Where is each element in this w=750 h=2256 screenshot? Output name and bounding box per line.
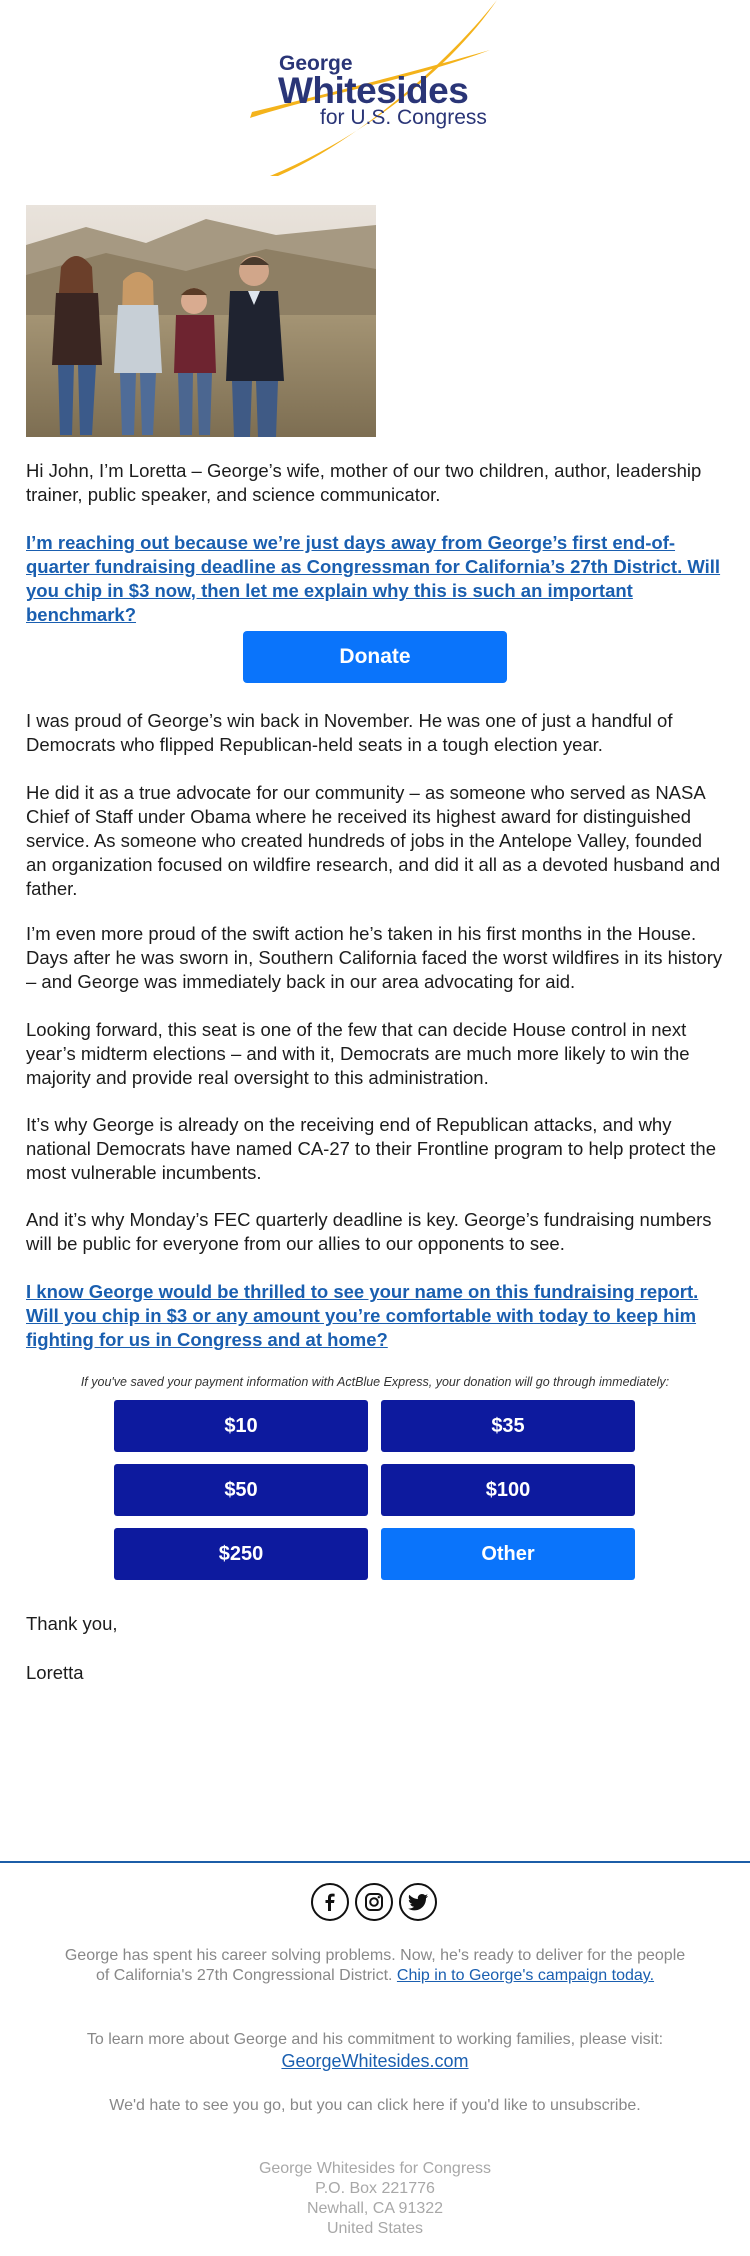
footer-learn-more: To learn more about George and his commitment to working families, please visit:: [86, 2031, 664, 2048]
intro-paragraph: Hi John, I’m Loretta – George’s wife, mother of our two children, author, leadership trainer, public speaker, and science communicator.: [26, 460, 702, 505]
signature: Loretta: [26, 1662, 84, 1683]
footer-blurb: [60, 1946, 690, 1986]
logo-line-george: George: [279, 52, 353, 75]
body-paragraph: Looking forward, this seat is one of the few that can decide House control in next year’s midterm elections – and with it, Democrats are much more likely to win the majority and provide real oversight to this administration.: [26, 1019, 690, 1088]
footer-divider: [0, 1861, 750, 1863]
donate-button[interactable]: Donate: [243, 631, 507, 683]
instagram-icon[interactable]: [355, 1883, 393, 1921]
campaign-logo[interactable]: [240, 0, 510, 180]
unsubscribe-link[interactable]: We'd hate to see you go, but you can click here if you'd like to unsubscribe.: [109, 2097, 641, 2114]
donate-250-button[interactable]: $250: [114, 1528, 368, 1580]
donate-other-button[interactable]: Other: [381, 1528, 635, 1580]
address-line: P.O. Box 221776: [315, 2180, 435, 2197]
footer-chip-in-link[interactable]: Chip in to George's campaign today.: [396, 1967, 655, 1984]
facebook-icon[interactable]: [311, 1883, 349, 1921]
body-paragraph: I was proud of George’s win back in November. He was one of just a handful of Democrats who flipped Republican-held seats in a tough election year.: [26, 710, 673, 755]
donate-10-button[interactable]: $10: [114, 1400, 368, 1452]
donate-100-button[interactable]: $100: [381, 1464, 635, 1516]
donate-35-button[interactable]: $35: [381, 1400, 635, 1452]
footer-blurb-text: George has spent his career solving problems. Now, he's ready to deliver for the people of California's 27th Congressional District.: [64, 1947, 686, 1984]
website-link[interactable]: GeorgeWhitesides.com: [281, 2051, 469, 2071]
body-paragraph: I’m even more proud of the swift action he’s taken in his first months in the House. Days after he was sworn in, Southern California faced the worst wildfires in its history – and George was immediately back in our area advocating for aid.: [26, 923, 723, 992]
logo-line-congress: for U.S. Congress: [320, 106, 487, 129]
logo-line-whitesides: Whitesides: [278, 70, 469, 111]
donate-50-button[interactable]: $50: [114, 1464, 368, 1516]
body-paragraph: It’s why George is already on the receiving end of Republican attacks, and why national Democrats have named CA-27 to their Frontline program to help protect the most vulnerable incumbents.: [26, 1114, 717, 1183]
address-line: United States: [326, 2220, 424, 2237]
chip-in-link[interactable]: I’m reaching out because we’re just days away from George’s first end-of-quarter fundraising deadline as Congressman for California’s 27th District. Will you chip in $3 now, then let me explain why this is such an important benchmark?: [26, 532, 721, 625]
body-paragraph: He did it as a true advocate for our community – as someone who served as NASA Chief of Staff under Obama where he received its highest award for distinguished service. As someone who created hundreds of jobs in the Antelope Valley, founded an organization focused on wildfire research, and did it all as a devoted husband and father.: [26, 782, 721, 899]
chip-in-link[interactable]: I know George would be thrilled to see your name on this fundraising report. Will you chip in $3 or any amount you’re comfortable with today to keep him fighting for us in Congress and at home?: [26, 1281, 699, 1350]
body-paragraph: And it’s why Monday’s FEC quarterly deadline is key. George’s fundraising numbers will be public for everyone from our allies to our opponents to see.: [26, 1209, 712, 1254]
address-line: Newhall, CA 91322: [306, 2200, 444, 2217]
family-photo: [26, 205, 376, 437]
address-line: George Whitesides for Congress: [258, 2160, 492, 2177]
signoff: Thank you,: [26, 1613, 118, 1634]
twitter-icon[interactable]: [399, 1883, 437, 1921]
actblue-express-note: If you've saved your payment information with ActBlue Express, your donation will go through immediately:: [80, 1375, 670, 1389]
